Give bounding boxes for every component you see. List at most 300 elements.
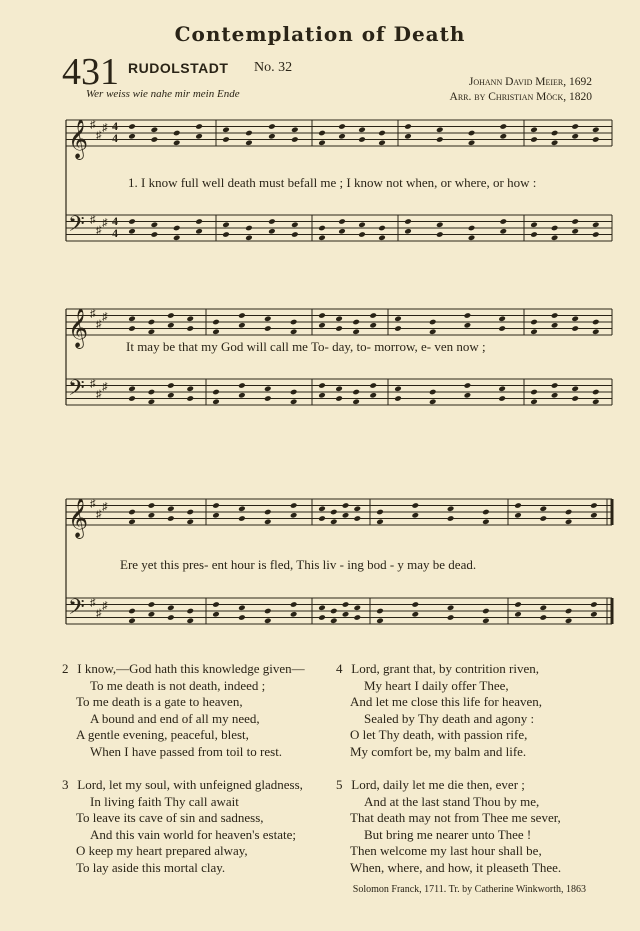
stanza-3: [62, 777, 303, 877]
note-head: [530, 398, 538, 405]
note-head: [264, 608, 272, 615]
note-head: [514, 512, 522, 519]
stanza-line: Lord, let my soul, with unfeigned gladness,: [77, 777, 303, 792]
note-head: [173, 130, 181, 137]
note-head: [376, 518, 384, 525]
note-head: [318, 614, 326, 621]
note-head: [498, 385, 506, 392]
note-head: [412, 512, 420, 519]
note-head: [352, 319, 360, 326]
treble-clef-icon: 𝄞: [68, 308, 89, 348]
note-head: [530, 231, 538, 238]
time-signature: 4: [112, 226, 118, 240]
note-head: [245, 234, 253, 241]
note-head: [330, 608, 338, 615]
sharp-icon: ♯: [102, 122, 108, 134]
note-head: [173, 234, 181, 241]
time-signature: 4: [112, 119, 118, 133]
note-head: [551, 225, 559, 232]
note-head: [148, 512, 156, 519]
note-head: [404, 133, 412, 140]
sharp-icon: ♯: [96, 129, 102, 142]
note-head: [195, 133, 203, 140]
stanza-line: To me death is a gate to heaven,: [76, 694, 243, 710]
note-head: [464, 312, 472, 319]
note-head: [540, 604, 548, 611]
tune-number: No. 32: [254, 60, 293, 75]
stanza-line: Lord, daily let me die then, ever ;: [351, 777, 525, 792]
time-signature: 4: [112, 131, 118, 145]
note-head: [291, 126, 299, 133]
note-head: [551, 322, 559, 329]
note-head: [238, 515, 246, 522]
note-head: [338, 218, 346, 225]
lyric-line-3: Ere yet this pres- ent hour is fled, This liv - ing bod - y may be dead.: [120, 557, 477, 572]
note-head: [212, 389, 220, 396]
note-head: [565, 509, 573, 516]
note-head: [167, 614, 175, 621]
note-head: [167, 505, 175, 512]
sharp-icon: ♯: [96, 318, 102, 331]
note-head: [148, 319, 156, 326]
stanza-line: And at the last stand Thou by me,: [364, 793, 540, 809]
hymn-number: 431: [62, 51, 119, 93]
note-head: [590, 502, 598, 509]
note-head: [238, 505, 246, 512]
note-head: [530, 221, 538, 228]
note-head: [429, 328, 437, 335]
note-head: [429, 398, 437, 405]
note-head: [330, 518, 338, 525]
note-head: [151, 126, 159, 133]
note-head: [354, 614, 362, 621]
note-head: [151, 231, 159, 238]
stanza-line: To me death is not death, indeed ;: [90, 677, 266, 693]
stanza-line: When, where, and how, it pleaseth Thee.: [350, 859, 562, 875]
stanza-2: [62, 661, 305, 761]
note-head: [369, 322, 377, 329]
stanza-line: My heart I daily offer Thee,: [364, 677, 509, 693]
note-head: [468, 234, 476, 241]
note-head: [590, 601, 598, 608]
note-head: [335, 315, 343, 322]
note-head: [238, 614, 246, 621]
note-head: [354, 604, 362, 611]
note-head: [565, 617, 573, 624]
note-head: [571, 133, 579, 140]
note-head: [291, 221, 299, 228]
note-head: [338, 228, 346, 235]
note-head: [167, 382, 175, 389]
note-head: [268, 228, 276, 235]
note-head: [128, 509, 136, 516]
note-head: [128, 608, 136, 615]
note-head: [128, 325, 136, 332]
note-head: [245, 225, 253, 232]
note-head: [514, 611, 522, 618]
note-head: [318, 139, 326, 146]
note-head: [318, 130, 326, 137]
note-head: [378, 225, 386, 232]
note-head: [238, 604, 246, 611]
note-head: [540, 614, 548, 621]
note-head: [212, 398, 220, 405]
note-head: [436, 231, 444, 238]
note-head: [354, 515, 362, 522]
note-head: [338, 123, 346, 130]
note-head: [436, 221, 444, 228]
sharp-icon: ♯: [90, 498, 96, 510]
note-head: [436, 136, 444, 143]
note-head: [571, 315, 579, 322]
stanza-number: 2: [62, 661, 69, 676]
sharp-icon: ♯: [96, 508, 102, 521]
note-head: [167, 312, 175, 319]
note-head: [290, 601, 298, 608]
note-head: [592, 231, 600, 238]
note-head: [500, 133, 508, 140]
stanza-line: That death may not from Thee me sever,: [350, 810, 561, 826]
note-head: [238, 322, 246, 329]
note-head: [571, 123, 579, 130]
note-head: [464, 392, 472, 399]
stanza-number: 3: [62, 777, 69, 792]
note-head: [412, 611, 420, 618]
note-head: [482, 518, 490, 525]
note-head: [186, 385, 194, 392]
note-head: [186, 325, 194, 332]
stanza-line: And this vain world for heaven's estate;: [90, 826, 296, 842]
note-head: [264, 325, 272, 332]
stanza-5: [336, 777, 561, 877]
note-head: [148, 611, 156, 618]
note-head: [212, 319, 220, 326]
note-head: [335, 385, 343, 392]
note-head: [514, 601, 522, 608]
note-head: [245, 139, 253, 146]
note-head: [222, 231, 230, 238]
note-head: [318, 604, 326, 611]
bass-clef-icon: 𝄢: [68, 595, 85, 625]
treble-clef-icon: 𝄞: [68, 119, 89, 159]
stanza-line: My comfort be, my balm and life.: [350, 743, 527, 759]
note-head: [195, 123, 203, 130]
note-head: [500, 123, 508, 130]
stanza-line: And let me close this life for heaven,: [350, 694, 543, 710]
sharp-icon: ♯: [102, 217, 108, 229]
note-head: [378, 234, 386, 241]
note-head: [290, 389, 298, 396]
note-head: [592, 126, 600, 133]
note-head: [151, 136, 159, 143]
sharp-icon: ♯: [90, 308, 96, 320]
note-head: [264, 518, 272, 525]
note-head: [186, 509, 194, 516]
note-head: [376, 509, 384, 516]
note-head: [268, 123, 276, 130]
note-head: [551, 312, 559, 319]
note-head: [358, 221, 366, 228]
stanza-line: A bound and end of all my need,: [90, 710, 260, 726]
note-head: [264, 315, 272, 322]
note-head: [378, 130, 386, 137]
note-head: [482, 617, 490, 624]
note-head: [530, 126, 538, 133]
note-head: [222, 126, 230, 133]
stanza-line: O let Thy death, with passion rife,: [350, 727, 528, 743]
lyric-line-2: It may be that my God will call me To- day, to- morrow, e- ven now ;: [126, 339, 486, 354]
note-head: [571, 325, 579, 332]
note-head: [358, 126, 366, 133]
note-head: [128, 617, 136, 624]
sharp-icon: ♯: [102, 381, 108, 393]
note-head: [330, 617, 338, 624]
note-head: [291, 231, 299, 238]
note-head: [290, 502, 298, 509]
note-head: [530, 319, 538, 326]
note-head: [264, 617, 272, 624]
note-head: [530, 389, 538, 396]
note-head: [592, 136, 600, 143]
note-head: [592, 398, 600, 405]
stanza-line: When I have passed from toil to rest.: [90, 743, 283, 759]
note-head: [212, 611, 220, 618]
sharp-icon: ♯: [102, 311, 108, 323]
note-head: [212, 512, 220, 519]
note-head: [376, 617, 384, 624]
note-head: [318, 225, 326, 232]
stanza-number: 4: [336, 661, 343, 676]
note-head: [148, 328, 156, 335]
sharp-icon: ♯: [90, 378, 96, 390]
note-head: [128, 518, 136, 525]
note-head: [592, 389, 600, 396]
note-head: [482, 509, 490, 516]
note-head: [173, 225, 181, 232]
note-head: [394, 385, 402, 392]
note-head: [148, 502, 156, 509]
note-head: [468, 225, 476, 232]
stanza-line: In living faith Thy call await: [90, 793, 239, 809]
note-head: [238, 312, 246, 319]
stanza-number: 5: [336, 777, 343, 792]
note-head: [290, 328, 298, 335]
note-head: [342, 502, 350, 509]
note-head: [290, 398, 298, 405]
note-head: [447, 604, 455, 611]
note-head: [318, 382, 326, 389]
note-head: [592, 221, 600, 228]
note-head: [447, 505, 455, 512]
note-head: [318, 392, 326, 399]
stanza-line: But bring me nearer unto Thee !: [364, 826, 532, 842]
note-head: [342, 611, 350, 618]
note-head: [394, 315, 402, 322]
note-head: [551, 382, 559, 389]
note-head: [565, 608, 573, 615]
german-first-line: Wer weiss wie nahe mir mein Ende: [86, 88, 240, 100]
note-head: [128, 218, 136, 225]
note-head: [404, 123, 412, 130]
note-head: [186, 617, 194, 624]
arranger-credit: Arr. by Christian Möck, 1820: [449, 91, 592, 103]
note-head: [464, 382, 472, 389]
bass-clef-icon: 𝄢: [68, 212, 85, 242]
note-head: [378, 139, 386, 146]
note-head: [148, 389, 156, 396]
note-head: [212, 502, 220, 509]
note-head: [482, 608, 490, 615]
sharp-icon: ♯: [102, 501, 108, 513]
treble-clef-icon: 𝄞: [68, 498, 89, 538]
note-head: [238, 382, 246, 389]
note-head: [352, 389, 360, 396]
note-head: [290, 319, 298, 326]
note-head: [358, 136, 366, 143]
note-head: [404, 228, 412, 235]
note-head: [498, 315, 506, 322]
sharp-icon: ♯: [96, 224, 102, 237]
stanza-line: A gentle evening, peaceful, blest,: [76, 727, 249, 743]
note-head: [128, 228, 136, 235]
note-head: [128, 385, 136, 392]
sharp-icon: ♯: [90, 597, 96, 609]
note-head: [335, 325, 343, 332]
note-head: [369, 312, 377, 319]
note-head: [354, 505, 362, 512]
note-head: [318, 515, 326, 522]
note-head: [264, 385, 272, 392]
bass-clef-icon: 𝄢: [68, 376, 85, 406]
note-head: [264, 509, 272, 516]
note-head: [128, 133, 136, 140]
note-head: [404, 218, 412, 225]
note-head: [268, 218, 276, 225]
note-head: [342, 512, 350, 519]
sharp-icon: ♯: [90, 119, 96, 131]
note-head: [498, 325, 506, 332]
note-head: [173, 139, 181, 146]
note-head: [186, 608, 194, 615]
note-head: [571, 228, 579, 235]
note-head: [318, 505, 326, 512]
note-head: [318, 312, 326, 319]
note-head: [318, 234, 326, 241]
stanza-line: Then welcome my last hour shall be,: [350, 843, 542, 859]
sharp-icon: ♯: [96, 388, 102, 401]
note-head: [571, 385, 579, 392]
note-head: [571, 395, 579, 402]
sharp-icon: ♯: [102, 600, 108, 612]
note-head: [464, 322, 472, 329]
note-head: [338, 133, 346, 140]
note-head: [335, 395, 343, 402]
note-head: [500, 228, 508, 235]
note-head: [167, 392, 175, 399]
note-head: [352, 328, 360, 335]
note-head: [222, 136, 230, 143]
note-head: [530, 328, 538, 335]
note-head: [551, 130, 559, 137]
note-head: [222, 221, 230, 228]
note-head: [318, 322, 326, 329]
lyric-line-1: 1. I know full well death must befall me ; I know not when, or where, or how :: [128, 175, 537, 190]
note-head: [238, 392, 246, 399]
stanza-4: [336, 661, 542, 761]
note-head: [540, 515, 548, 522]
note-head: [571, 218, 579, 225]
note-head: [128, 315, 136, 322]
stanza-line: To leave its cave of sin and sadness,: [76, 810, 264, 826]
sharp-icon: ♯: [96, 607, 102, 620]
note-head: [264, 395, 272, 402]
note-head: [290, 611, 298, 618]
note-head: [412, 502, 420, 509]
note-head: [436, 126, 444, 133]
note-head: [167, 515, 175, 522]
note-head: [245, 130, 253, 137]
stanza-line: Lord, grant that, by contrition riven,: [351, 661, 539, 676]
time-signature: 4: [112, 214, 118, 228]
note-head: [330, 509, 338, 516]
note-head: [167, 604, 175, 611]
note-head: [447, 515, 455, 522]
note-head: [376, 608, 384, 615]
note-head: [565, 518, 573, 525]
note-head: [429, 319, 437, 326]
note-head: [551, 234, 559, 241]
note-head: [592, 328, 600, 335]
note-head: [592, 319, 600, 326]
note-head: [369, 392, 377, 399]
note-head: [500, 218, 508, 225]
page-title: Contemplation of Death: [174, 22, 466, 46]
note-head: [394, 395, 402, 402]
note-head: [468, 130, 476, 137]
sharp-icon: ♯: [90, 214, 96, 226]
note-head: [212, 328, 220, 335]
note-head: [447, 614, 455, 621]
stanza-line: Sealed by Thy death and agony :: [364, 710, 535, 726]
stanza-line: To lay aside this mortal clay.: [76, 859, 226, 875]
text-credit: Solomon Franck, 1711. Tr. by Catherine Winkworth, 1863: [352, 884, 586, 895]
note-head: [195, 218, 203, 225]
note-head: [148, 601, 156, 608]
note-head: [530, 136, 538, 143]
note-head: [412, 601, 420, 608]
note-head: [186, 395, 194, 402]
note-head: [291, 136, 299, 143]
note-head: [167, 322, 175, 329]
note-head: [590, 512, 598, 519]
note-head: [358, 231, 366, 238]
note-head: [498, 395, 506, 402]
note-head: [186, 518, 194, 525]
stanza-line: O keep my heart prepared alway,: [76, 843, 248, 859]
note-head: [394, 325, 402, 332]
note-head: [212, 601, 220, 608]
note-head: [186, 315, 194, 322]
note-head: [148, 398, 156, 405]
note-head: [551, 139, 559, 146]
note-head: [551, 392, 559, 399]
note-head: [369, 382, 377, 389]
note-head: [352, 398, 360, 405]
note-head: [342, 601, 350, 608]
note-head: [128, 123, 136, 130]
tune-name: RUDOLSTADT: [128, 60, 229, 76]
note-head: [468, 139, 476, 146]
